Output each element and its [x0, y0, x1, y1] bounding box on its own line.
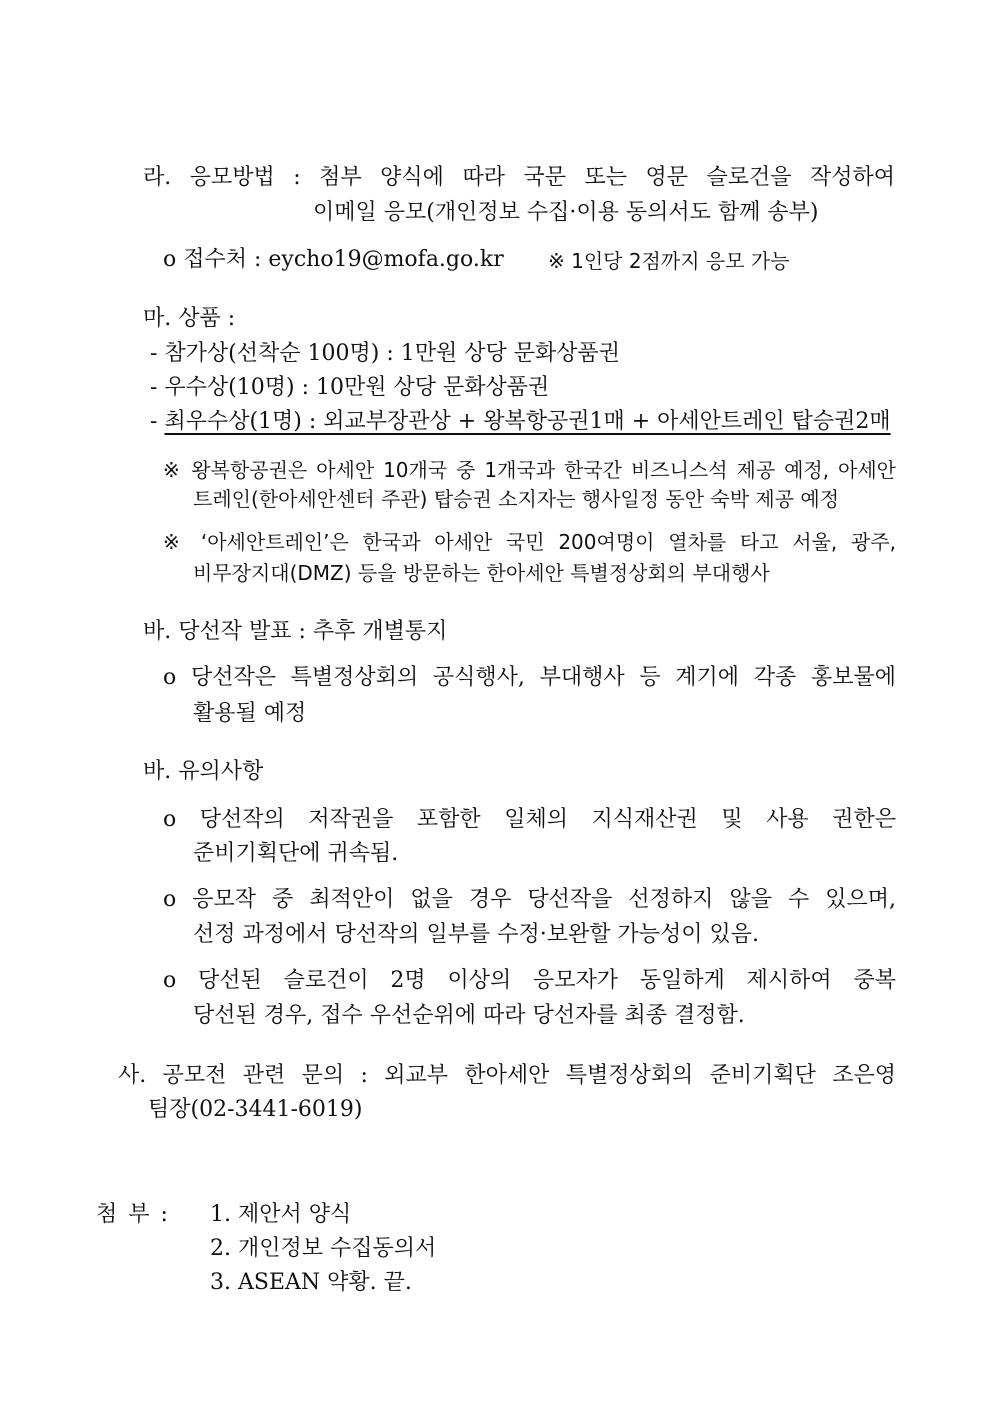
attachment-item: 3. ASEAN 약황. 끝.: [210, 1270, 412, 1295]
attachment-item: 1. 제안서 양식: [210, 1202, 352, 1227]
reception-email: o 접수처 : eycho19@mofa.go.kr: [163, 247, 504, 272]
announcement-item-line-2: 활용될 예정: [193, 701, 307, 726]
inquiry-line-1: 사. 공모전 관련 문의 : 외교부 한아세안 특별정상회의 준비기획단 조은영: [118, 1063, 896, 1088]
inquiry-line-2: 팀장(02-3441-6019): [148, 1097, 363, 1122]
prize-note-2-line-1: ※ ‘아세안트레인’은 한국과 아세안 국민 200여명이 열차를 타고 서울, 광주,: [163, 530, 896, 554]
prize-grand-text: 최우수상(1명) : 외교부장관상 + 왕복항공권1매 + 아세안트레인 탑승권2매: [164, 409, 891, 434]
prize-note-2-line-2: 비무장지대(DMZ) 등을 방문하는 한아세안 특별정상회의 부대행사: [193, 561, 770, 585]
prizes-heading: 마. 상품 :: [143, 306, 236, 331]
notice-item-2-line-2: 선정 과정에서 당선작의 일부를 수정·보완할 가능성이 있음.: [193, 922, 759, 947]
prize-note-1-line-1: ※ 왕복항공권은 아세안 10개국 중 1개국과 한국간 비즈니스석 제공 예정, 아세안: [163, 458, 896, 482]
submission-limit-note: ※ 1인당 2점까지 응모 가능: [548, 249, 790, 273]
notice-heading: 바. 유의사항: [143, 759, 264, 784]
prize-participation: - 참가상(선착순 100명) : 1만원 상당 문화상품권: [150, 341, 620, 366]
announcement-heading: 바. 당선작 발표 : 추후 개별통지: [143, 619, 448, 644]
notice-item-3-line-1: o 당선된 슬로건이 2명 이상의 응모자가 동일하게 제시하여 중복: [163, 968, 896, 993]
attachments-label: 첨 부 :: [96, 1202, 170, 1227]
announcement-item-line-1: o 당선작은 특별정상회의 공식행사, 부대행사 등 계기에 각종 홍보물에: [163, 665, 896, 690]
attachment-item: 2. 개인정보 수집동의서: [210, 1236, 437, 1261]
prize-note-1-line-2: 트레인(한아세안센터 주관) 탑승권 소지자는 행사일정 동안 숙박 제공 예정: [193, 487, 840, 511]
notice-item-3-line-2: 당선된 경우, 접수 우선순위에 따라 당선자를 최종 결정함.: [193, 1003, 745, 1028]
prize-excellence: - 우수상(10명) : 10만원 상당 문화상품권: [150, 375, 550, 400]
application-method-line-2: 이메일 응모(개인정보 수집·이용 동의서도 함께 송부): [313, 200, 819, 225]
notice-item-1-line-2: 준비기획단에 귀속됨.: [193, 841, 399, 866]
notice-item-2-line-1: o 응모작 중 최적안이 없을 경우 당선작을 선정하지 않을 수 있으며,: [163, 887, 896, 912]
prize-grand: [150, 407, 891, 437]
notice-item-1-line-1: o 당선작의 저작권을 포함한 일체의 지식재산권 및 사용 권한은: [163, 807, 896, 832]
prize-grand-dash: -: [150, 409, 165, 434]
application-method-line-1: 라. 응모방법 : 첨부 양식에 따라 국문 또는 영문 슬로건을 작성하여: [143, 165, 895, 190]
